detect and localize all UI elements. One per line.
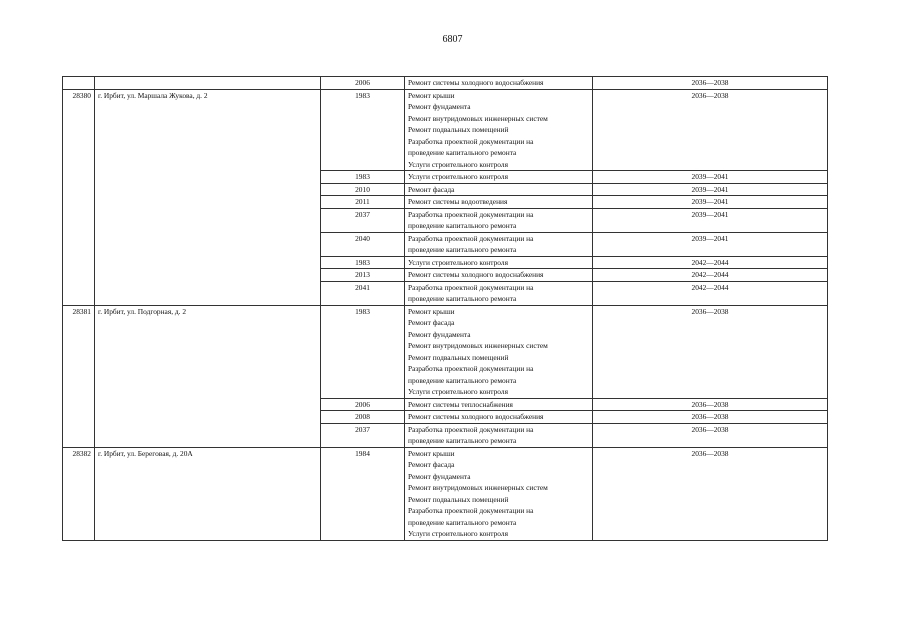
work-item: Услуги строительного контроля	[408, 172, 508, 181]
address-cell: г. Ирбит, ул. Маршала Жукова, д. 2	[95, 89, 321, 305]
works-cell	[405, 398, 593, 411]
house-number-cell: 28382	[63, 447, 95, 540]
work-item: Ремонт внутридомовых инженерных систем	[408, 483, 548, 492]
year-cell: 2013	[321, 269, 405, 282]
address-cell: г. Ирбит, ул. Береговая, д. 20А	[95, 447, 321, 540]
period-cell: 2039—2041	[593, 196, 828, 209]
work-item: Ремонт системы водоотведения	[408, 197, 508, 206]
period-cell: 2036—2038	[593, 423, 828, 447]
table-row	[63, 447, 828, 540]
period-cell: 2039—2041	[593, 208, 828, 232]
works-cell	[405, 305, 593, 398]
works-cell	[405, 447, 593, 540]
year-cell: 2006	[321, 398, 405, 411]
period-cell: 2039—2041	[593, 183, 828, 196]
registry-table	[62, 76, 828, 541]
house-number-cell	[63, 77, 95, 90]
work-item: Услуги строительного контроля	[408, 387, 508, 396]
work-item: Ремонт крыши	[408, 306, 455, 316]
work-item: Услуги строительного контроля	[408, 529, 508, 538]
work-item: проведение капитального ремонта	[408, 436, 517, 445]
work-item: проведение капитального ремонта	[408, 517, 517, 527]
year-cell: 2010	[321, 183, 405, 196]
period-cell: 2042—2044	[593, 256, 828, 269]
work-item: Разработка проектной документации на	[408, 364, 534, 373]
year-cell: 2008	[321, 411, 405, 424]
period-cell: 2036—2038	[593, 411, 828, 424]
work-item: Ремонт фасада	[408, 460, 455, 469]
registry-body	[63, 77, 828, 541]
work-item: Услуги строительного контроля	[408, 159, 508, 169]
table-row	[63, 89, 828, 171]
work-item: Ремонт внутридомовых инженерных систем	[408, 113, 548, 123]
year-cell: 1983	[321, 89, 405, 171]
address-cell: г. Ирбит, ул. Подгорная, д. 2	[95, 305, 321, 447]
period-cell: 2042—2044	[593, 269, 828, 282]
period-cell: 2036—2038	[593, 89, 828, 171]
works-cell	[405, 77, 593, 90]
table-row	[63, 77, 828, 90]
work-item: Разработка проектной документации на	[408, 136, 534, 146]
works-cell	[405, 411, 593, 424]
period-cell: 2036—2038	[593, 305, 828, 398]
works-cell	[405, 171, 593, 184]
works-cell	[405, 232, 593, 256]
work-item: Ремонт фундамента	[408, 471, 471, 481]
work-item: проведение капитального ремонта	[408, 375, 517, 385]
period-cell: 2039—2041	[593, 171, 828, 184]
year-cell: 2040	[321, 232, 405, 256]
work-item: Ремонт фундамента	[408, 329, 471, 339]
year-cell: 1983	[321, 305, 405, 398]
works-cell	[405, 423, 593, 447]
work-item: проведение капитального ремонта	[408, 148, 517, 157]
address-cell	[95, 77, 321, 90]
house-number-cell: 28380	[63, 89, 95, 305]
year-cell: 2006	[321, 77, 405, 90]
year-cell: 1984	[321, 447, 405, 540]
work-item: Разработка проектной документации на	[408, 282, 534, 292]
works-cell	[405, 281, 593, 305]
house-number-cell: 28381	[63, 305, 95, 447]
work-item: Ремонт крыши	[408, 90, 455, 100]
work-item: Ремонт подвальных помещений	[408, 352, 509, 362]
work-item: проведение капитального ремонта	[408, 294, 517, 303]
works-cell	[405, 256, 593, 269]
work-item: Ремонт крыши	[408, 448, 455, 458]
year-cell: 2037	[321, 208, 405, 232]
work-item: Ремонт системы холодного водоснабжения	[408, 270, 544, 279]
work-item: Ремонт фасада	[408, 184, 455, 194]
work-item: Ремонт подвальных помещений	[408, 125, 509, 134]
work-item: Разработка проектной документации на	[408, 424, 534, 434]
table-row	[63, 305, 828, 398]
works-cell	[405, 89, 593, 171]
works-cell	[405, 208, 593, 232]
year-cell: 2011	[321, 196, 405, 209]
work-item: проведение капитального ремонта	[408, 245, 517, 254]
work-item: Ремонт подвальных помещений	[408, 494, 509, 504]
work-item: Разработка проектной документации на	[408, 506, 534, 515]
work-item: Услуги строительного контроля	[408, 257, 508, 267]
work-item: проведение капитального ремонта	[408, 221, 517, 230]
work-item: Ремонт системы холодного водоснабжения	[408, 78, 544, 87]
year-cell: 1983	[321, 256, 405, 269]
period-cell: 2036—2038	[593, 447, 828, 540]
works-cell	[405, 269, 593, 282]
work-item: Ремонт системы холодного водоснабжения	[408, 412, 544, 421]
year-cell: 1983	[321, 171, 405, 184]
work-item: Разработка проектной документации на	[408, 209, 534, 219]
year-cell: 2037	[321, 423, 405, 447]
work-item: Ремонт фундамента	[408, 102, 471, 111]
work-item: Ремонт системы теплоснабжения	[408, 399, 513, 409]
work-item: Ремонт фасада	[408, 318, 455, 327]
period-cell: 2039—2041	[593, 232, 828, 256]
year-cell: 2041	[321, 281, 405, 305]
works-cell	[405, 183, 593, 196]
period-cell: 2042—2044	[593, 281, 828, 305]
work-item: Ремонт внутридомовых инженерных систем	[408, 341, 548, 350]
work-item: Разработка проектной документации на	[408, 233, 534, 243]
page-number: 6807	[442, 34, 463, 45]
period-cell: 2036—2038	[593, 77, 828, 90]
works-cell	[405, 196, 593, 209]
period-cell: 2036—2038	[593, 398, 828, 411]
